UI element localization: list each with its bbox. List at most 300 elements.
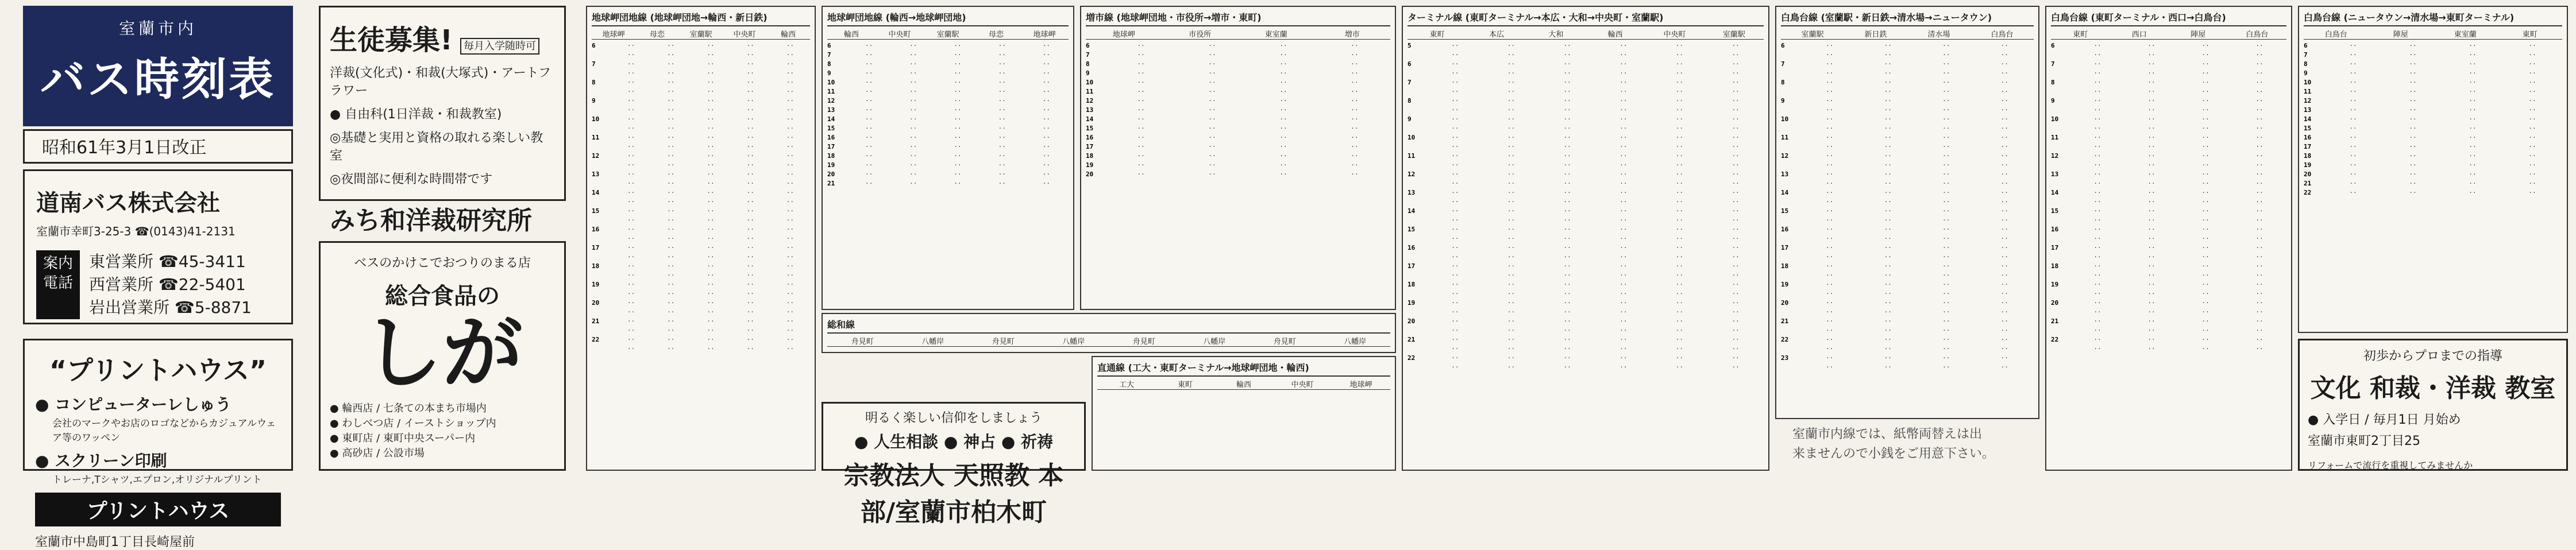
hour-cell: 17 [1407, 262, 1416, 270]
time-cell: ·· [865, 106, 873, 114]
time-cell: ·· [1563, 69, 1571, 77]
time-cell: ·· [865, 180, 873, 187]
hour-cell: 9 [827, 69, 831, 77]
table-row [2051, 281, 2286, 290]
hour-cell: 19 [2304, 161, 2312, 169]
time-cell: ·· [2469, 161, 2477, 169]
time-cell: ·· [1042, 97, 1051, 104]
time-cell: ·· [1675, 308, 1684, 316]
time-cell: ·· [1732, 69, 1740, 77]
time-cell: ·· [1563, 253, 1571, 261]
time-cell: ·· [1884, 336, 1892, 343]
time-cell: ·· [1619, 290, 1628, 297]
table-row [1781, 143, 2034, 152]
time-cell: ·· [1619, 152, 1628, 160]
time-cell: ·· [1451, 226, 1459, 233]
time-cell: ·· [909, 180, 917, 187]
time-cell: ·· [2147, 152, 2155, 160]
time-cell: ·· [865, 161, 873, 169]
time-cell: ·· [1732, 79, 1740, 86]
time-cell: ·· [2093, 106, 2101, 114]
time-cell: ·· [627, 134, 635, 141]
table-row [592, 161, 810, 171]
ad-line: ● 自由科(1日洋裁・和裁教室) [330, 107, 502, 122]
time-cell: ·· [2349, 51, 2357, 59]
table-row [2051, 317, 2286, 327]
time-cell: ·· [2147, 299, 2155, 307]
express-line-table [1092, 356, 1396, 471]
time-cell: ·· [1826, 308, 1834, 316]
time-cell: ·· [667, 161, 675, 169]
time-cell: ·· [1826, 106, 1834, 114]
time-cell: ·· [2093, 189, 2101, 196]
time-cell: ·· [1884, 143, 1892, 150]
time-cell: ·· [2147, 216, 2155, 224]
hour-cell [592, 125, 611, 134]
time-cell: ·· [707, 97, 715, 104]
hour-cell: 22 [2304, 189, 2312, 196]
time-cell: ·· [2201, 79, 2209, 86]
table-row [592, 189, 810, 198]
hour-cell: 9 [592, 97, 596, 104]
hour-cell [1407, 161, 1427, 171]
time-cell: ·· [1563, 354, 1571, 362]
time-cell: ·· [707, 171, 715, 178]
time-cell: ·· [2255, 226, 2263, 233]
time-cell: ·· [2255, 345, 2263, 353]
timetable-4 [1775, 6, 2039, 419]
table-row [592, 51, 810, 60]
table-row [1781, 189, 2034, 198]
time-cell: ·· [786, 317, 795, 325]
time-cell: ·· [2147, 290, 2155, 297]
time-cell: ·· [2093, 226, 2101, 233]
time-cell: ·· [1942, 336, 1950, 343]
time-cell: ·· [1137, 125, 1145, 132]
title-banner [23, 6, 293, 126]
column-header: 舟見町 [1132, 338, 1155, 346]
time-cell: ·· [2147, 143, 2155, 150]
time-cell: ·· [1675, 143, 1684, 150]
time-cell: ·· [786, 42, 795, 49]
time-cell: ·· [1884, 134, 1892, 141]
time-cell: ·· [1351, 69, 1359, 77]
time-cell: ·· [667, 299, 675, 307]
table-row [1086, 79, 1390, 88]
hour-cell: 16 [2304, 134, 2312, 141]
time-cell: ·· [1451, 327, 1459, 334]
time-cell: ·· [2469, 88, 2477, 95]
hour-cell [1407, 253, 1427, 262]
time-cell: ·· [627, 161, 635, 169]
time-cell: ·· [707, 106, 715, 114]
time-cell: ·· [2000, 161, 2008, 169]
time-cell: ·· [2147, 235, 2155, 242]
time-cell: ·· [2147, 198, 2155, 206]
time-cell: ·· [998, 115, 1006, 123]
timetable-6 [2298, 6, 2568, 333]
time-cell: ·· [2201, 143, 2209, 150]
hour-cell [2051, 216, 2070, 226]
time-cell: ·· [2255, 115, 2263, 123]
time-cell: ·· [954, 69, 962, 77]
time-cell: ·· [2201, 317, 2209, 325]
hour-cell: 19 [827, 161, 835, 169]
table-row [1407, 244, 1764, 253]
time-cell: ·· [1563, 299, 1571, 307]
table-row [1086, 69, 1390, 79]
time-cell: ·· [1675, 60, 1684, 68]
time-cell: ·· [1563, 308, 1571, 316]
time-cell: ·· [627, 42, 635, 49]
time-cell: ·· [2528, 60, 2536, 68]
table-row [1407, 207, 1764, 216]
time-cell: ·· [865, 143, 873, 150]
time-cell: ·· [746, 152, 754, 160]
time-cell: ·· [1942, 88, 1950, 95]
table-row [1407, 281, 1764, 290]
time-cell: ·· [2528, 161, 2536, 169]
time-cell: ·· [627, 244, 635, 251]
table-row [2051, 244, 2286, 253]
time-cell: ·· [1675, 253, 1684, 261]
time-cell: ·· [2255, 88, 2263, 95]
time-cell: ·· [2000, 134, 2008, 141]
table-row [1407, 253, 1764, 262]
time-cell: ·· [1826, 207, 1834, 215]
table-row [2051, 299, 2286, 308]
hour-cell: 14 [592, 189, 600, 196]
time-cell: ·· [1507, 244, 1515, 251]
time-cell: ·· [1507, 272, 1515, 279]
time-cell: ·· [1279, 97, 1287, 104]
time-cell: ·· [2201, 161, 2209, 169]
column-header: 室蘭駅 [936, 30, 959, 39]
hour-cell [2051, 198, 2070, 207]
time-cell: ·· [1675, 317, 1684, 325]
time-cell: ·· [2000, 88, 2008, 95]
table-row [1781, 42, 2034, 51]
time-cell: ·· [2093, 272, 2101, 279]
time-cell: ·· [786, 336, 795, 343]
time-cell: ·· [1137, 106, 1145, 114]
time-cell: ·· [1619, 363, 1628, 371]
time-cell: ·· [1826, 317, 1834, 325]
hour-cell [592, 143, 611, 152]
time-cell: ·· [2147, 171, 2155, 178]
time-cell: ·· [1732, 235, 1740, 242]
time-cell: ·· [667, 152, 675, 160]
time-cell: ·· [1351, 106, 1359, 114]
time-cell: ·· [1451, 125, 1459, 132]
column-header: 地球岬 [1112, 30, 1135, 39]
time-cell: ·· [746, 262, 754, 270]
time-cell: ·· [1675, 354, 1684, 362]
hour-cell: 17 [2304, 143, 2312, 150]
time-cell: ·· [1137, 42, 1145, 49]
table-row [2051, 69, 2286, 79]
hour-cell [1407, 272, 1427, 281]
time-cell: ·· [1884, 290, 1892, 297]
time-cell: ·· [1451, 299, 1459, 307]
time-cell: ·· [707, 281, 715, 288]
time-cell: ·· [1137, 171, 1145, 178]
time-cell: ·· [2000, 69, 2008, 77]
store-item: ● 東町店 / 東町中央スーパー内 [330, 432, 476, 444]
table-row [2051, 198, 2286, 207]
hour-cell: 18 [2051, 262, 2059, 270]
hour-cell [2051, 69, 2070, 79]
time-cell: ·· [707, 317, 715, 325]
time-cell: ·· [1279, 79, 1287, 86]
time-cell: ·· [1732, 88, 1740, 95]
time-cell: ·· [2000, 42, 2008, 49]
time-cell: ·· [707, 299, 715, 307]
table-row [2051, 308, 2286, 317]
hour-cell [1781, 180, 1800, 189]
table-row [1781, 327, 2034, 336]
time-cell: ·· [1942, 308, 1950, 316]
time-cell: ·· [2255, 125, 2263, 132]
time-cell: ·· [954, 97, 962, 104]
time-cell: ·· [1451, 171, 1459, 178]
table-row [827, 79, 1069, 88]
table-row [2304, 88, 2562, 97]
hour-cell: 21 [1781, 317, 1789, 325]
time-cell: ·· [1351, 115, 1359, 123]
page-title: バス時刻表 [40, 54, 276, 106]
time-cell: ·· [1208, 60, 1216, 68]
time-cell: ·· [1137, 152, 1145, 160]
time-cell: ·· [2201, 244, 2209, 251]
ad-item-desc: 会社のマークやお店のロゴなどからカジュアルウェア等のワッペン [52, 418, 276, 444]
revision-date: 昭和61年3月1日改正 [23, 129, 293, 164]
time-cell: ·· [2255, 244, 2263, 251]
hour-cell [1781, 253, 1800, 262]
time-cell: ·· [1507, 97, 1515, 104]
table-row [592, 42, 810, 51]
time-cell: ·· [1507, 115, 1515, 123]
time-cell: ·· [1884, 189, 1892, 196]
time-cell: ·· [2201, 51, 2209, 59]
time-cell: ·· [667, 253, 675, 261]
school-name: 文化 和裁・洋裁 教室 [2310, 374, 2556, 403]
time-cell: ·· [1619, 180, 1628, 187]
table-row [1407, 60, 1764, 69]
time-cell: ·· [1279, 51, 1287, 59]
time-cell: ·· [746, 345, 754, 353]
table-row [1781, 336, 2034, 345]
time-cell: ·· [786, 253, 795, 261]
hour-cell [1407, 88, 1427, 97]
hour-cell: 8 [2304, 60, 2308, 68]
time-cell: ·· [1732, 125, 1740, 132]
time-cell: ·· [1942, 317, 1950, 325]
time-cell: ·· [1507, 354, 1515, 362]
column-header: 東町 [1177, 381, 1193, 389]
time-cell: ·· [1826, 180, 1834, 187]
time-cell: ·· [1451, 272, 1459, 279]
hour-cell: 17 [1781, 244, 1789, 251]
time-cell: ·· [707, 345, 715, 353]
time-cell: ·· [1042, 79, 1051, 86]
hour-cell: 12 [1781, 152, 1789, 160]
time-cell: ·· [2469, 115, 2477, 123]
time-cell: ·· [1732, 272, 1740, 279]
time-cell: ·· [2093, 161, 2101, 169]
table-row [1407, 354, 1764, 363]
table-row [592, 134, 810, 143]
time-cell: ·· [2147, 308, 2155, 316]
time-cell: ·· [1042, 88, 1051, 95]
time-cell: ·· [1732, 134, 1740, 141]
time-cell: ·· [1732, 161, 1740, 169]
time-cell: ·· [1563, 244, 1571, 251]
time-cell: ·· [1675, 262, 1684, 270]
time-cell: ·· [2255, 272, 2263, 279]
time-cell: ·· [1884, 51, 1892, 59]
table-row [1781, 290, 2034, 299]
table-title: 白鳥台線 (室蘭駅・新日鉄→清水場→ニュータウン) [1781, 10, 2034, 26]
table-row [2051, 189, 2286, 198]
time-cell: ·· [2147, 115, 2155, 123]
time-cell: ·· [1507, 308, 1515, 316]
time-cell: ·· [1507, 327, 1515, 334]
table-row [1781, 171, 2034, 180]
time-cell: ·· [1732, 115, 1740, 123]
time-cell: ·· [786, 299, 795, 307]
hour-cell [2051, 106, 2070, 115]
time-cell: ·· [1563, 281, 1571, 288]
time-cell: ·· [998, 152, 1006, 160]
time-cell: ·· [2255, 69, 2263, 77]
table-row [1407, 327, 1764, 336]
time-cell: ·· [1208, 106, 1216, 114]
time-cell: ·· [1042, 134, 1051, 141]
print-house-ad [23, 339, 293, 549]
time-cell: ·· [1451, 69, 1459, 77]
time-cell: ·· [2349, 189, 2357, 196]
time-cell: ·· [1884, 198, 1892, 206]
time-cell: ·· [1451, 42, 1459, 49]
time-cell: ·· [2349, 106, 2357, 114]
time-cell: ·· [1675, 88, 1684, 95]
hour-cell [2051, 51, 2070, 60]
table-row [592, 106, 810, 115]
table-title: 総和線 [827, 317, 1390, 334]
time-cell: ·· [2000, 317, 2008, 325]
time-cell: ·· [1942, 327, 1950, 334]
time-cell: ·· [1732, 317, 1740, 325]
time-cell: ·· [746, 79, 754, 86]
time-cell: ·· [2469, 97, 2477, 104]
table-row [1086, 60, 1390, 69]
time-cell: ·· [1826, 336, 1834, 343]
time-cell: ·· [1619, 226, 1628, 233]
school-name: みち和洋裁研究所 [330, 206, 532, 235]
time-cell: ·· [2349, 115, 2357, 123]
ad-badge: 毎月入学随時可 [460, 38, 539, 55]
table-row [1781, 152, 2034, 161]
time-cell: ·· [667, 235, 675, 242]
time-cell: ·· [707, 290, 715, 297]
hour-cell: 18 [2304, 152, 2312, 160]
time-cell: ·· [1451, 134, 1459, 141]
time-cell: ·· [954, 79, 962, 86]
time-cell: ·· [865, 88, 873, 95]
table-row [2304, 134, 2562, 143]
company-address: 室蘭市幸町3-25-3 ☎(0143)41-2131 [36, 224, 236, 238]
time-cell: ·· [746, 171, 754, 178]
time-cell: ·· [2255, 79, 2263, 86]
time-cell: ·· [1942, 363, 1950, 371]
time-cell: ·· [2147, 134, 2155, 141]
time-cell: ·· [627, 189, 635, 196]
hour-cell: 16 [592, 226, 600, 233]
time-cell: ·· [627, 272, 635, 279]
time-cell: ·· [2201, 290, 2209, 297]
time-cell: ·· [2147, 106, 2155, 114]
time-cell: ·· [707, 198, 715, 206]
time-cell: ·· [1942, 345, 1950, 353]
table-row [2051, 60, 2286, 69]
ad-line: リフォームで流行を重視してみませんか [2308, 460, 2473, 471]
table-row [1781, 253, 2034, 262]
time-cell: ·· [2093, 262, 2101, 270]
time-cell: ·· [627, 125, 635, 132]
table-row [2304, 60, 2562, 69]
hour-cell: 11 [827, 88, 835, 95]
time-cell: ·· [1942, 171, 1950, 178]
time-cell: ·· [1351, 171, 1359, 178]
time-cell: ·· [1826, 363, 1834, 371]
time-cell: ·· [2093, 207, 2101, 215]
time-cell: ·· [865, 125, 873, 132]
table-row [1407, 226, 1764, 235]
time-cell: ·· [2093, 336, 2101, 343]
time-cell: ·· [1826, 161, 1834, 169]
time-cell: ·· [909, 152, 917, 160]
soowa-line-table [822, 313, 1396, 353]
table-row [592, 290, 810, 299]
store-item: ● わしべつ店 / イーストショップ内 [330, 417, 496, 429]
table-row [2304, 152, 2562, 161]
time-cell: ·· [2201, 125, 2209, 132]
hour-cell [2051, 161, 2070, 171]
time-cell: ·· [1351, 152, 1359, 160]
hour-cell [1781, 88, 1800, 97]
time-cell: ·· [1507, 60, 1515, 68]
column-header: 八幡岸 [1203, 338, 1226, 346]
hour-cell [1781, 161, 1800, 171]
time-cell: ·· [2409, 69, 2417, 77]
hour-cell [592, 216, 611, 226]
time-cell: ·· [1619, 51, 1628, 59]
time-cell: ·· [1451, 161, 1459, 169]
time-cell: ·· [746, 97, 754, 104]
time-cell: ·· [2000, 262, 2008, 270]
table-row [2051, 134, 2286, 143]
time-cell: ·· [2409, 143, 2417, 150]
time-cell: ·· [2093, 308, 2101, 316]
time-cell: ·· [1563, 161, 1571, 169]
table-row [827, 88, 1069, 97]
time-cell: ·· [1732, 180, 1740, 187]
table-row [2051, 180, 2286, 189]
time-cell: ·· [786, 226, 795, 233]
hour-cell [1407, 363, 1427, 373]
table-row [1781, 180, 2034, 189]
